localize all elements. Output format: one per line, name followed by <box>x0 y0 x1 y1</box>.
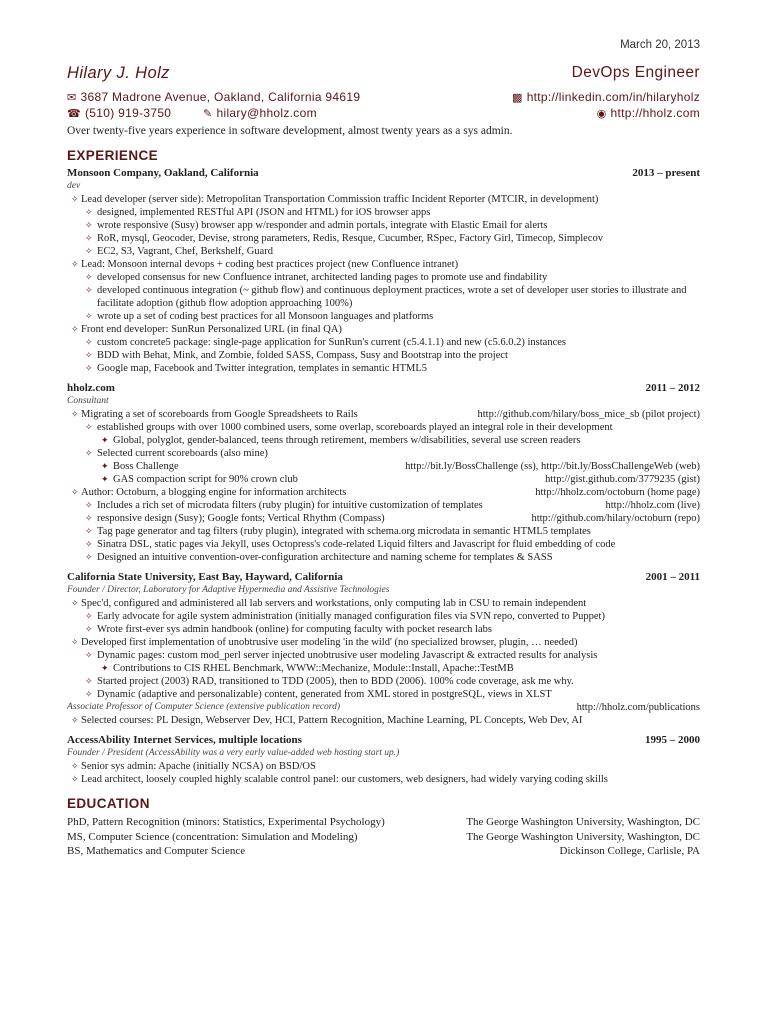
bullet-link[interactable]: http://github.com/hilary/boss_mice_sb (pilot project) <box>477 409 700 420</box>
job-header <box>67 570 700 584</box>
target-job-title: DevOps Engineer <box>571 64 700 81</box>
envelope-icon: ✉ <box>67 92 77 104</box>
star-bullet-icon: ✦ <box>101 663 109 673</box>
job-entry <box>67 733 700 786</box>
bullet-text: Author: Octoburn, a blogging engine for information architects <box>81 487 347 498</box>
diamond-bullet-icon: ✧ <box>85 311 93 321</box>
bullet-list <box>99 662 700 675</box>
bullet-item <box>83 499 700 512</box>
bullet-text: Dynamic (adaptive and personalizable) content, generated from XML stored in postgreSQL, views in XLST <box>97 689 552 700</box>
bullet-text: Senior sys admin: Apache (initially NCSA) on BSD/OS <box>81 761 316 772</box>
star-bullet-icon: ✦ <box>101 474 109 484</box>
bullet-item <box>83 336 700 349</box>
job-dates: 2001 – 2011 <box>645 571 700 583</box>
star-bullet-icon: ✦ <box>101 461 109 471</box>
bullet-item <box>99 434 700 447</box>
bullet-list <box>83 271 700 323</box>
job-dates: 2013 – present <box>632 167 700 179</box>
diamond-bullet-icon: ✧ <box>85 207 93 217</box>
bullet-item <box>83 421 700 447</box>
bullet-row <box>81 486 700 499</box>
diamond-bullet-icon: ✧ <box>85 448 93 458</box>
bullet-item <box>67 714 700 727</box>
bullet-item <box>99 473 700 486</box>
contact-address <box>67 90 360 104</box>
job-entry <box>67 166 700 375</box>
bullet-text: Global, polyglot, gender-balanced, teens through retirement, members w/disabilities, several use screen readers <box>113 435 581 446</box>
bullet-text: Includes a rich set of microdata filters (ruby plugin) for intuitive customization of templates <box>97 500 483 511</box>
phone-text: (510) 919-3750 <box>85 106 172 120</box>
bullet-link[interactable]: http://hholz.com/octoburn (home page) <box>535 487 700 498</box>
bullet-item <box>83 610 700 623</box>
diamond-bullet-icon: ✧ <box>71 637 79 647</box>
document-date: March 20, 2013 <box>620 39 700 51</box>
bullet-text: Lead architect, loosely coupled highly scalable control panel: our customers, web designers, had widely varying coding skills <box>81 774 608 785</box>
diamond-bullet-icon: ✧ <box>85 500 93 510</box>
bullet-row <box>97 499 700 512</box>
bullet-list <box>67 714 700 727</box>
bullet-text: EC2, S3, Vagrant, Chef, Berkshelf, Guard <box>97 246 273 257</box>
address-text: 3687 Madrone Avenue, Oakland, California 94619 <box>80 90 361 104</box>
diamond-bullet-icon: ✧ <box>85 272 93 282</box>
bullet-item <box>83 362 700 375</box>
bullet-item <box>67 408 700 486</box>
education-degree: PhD, Pattern Recognition (minors: Statistics, Experimental Psychology) <box>67 816 385 828</box>
job-role: Founder / Director, Laboratory for Adaptive Hypermedia and Assistive Technologies <box>67 585 390 595</box>
bullet-item <box>83 206 700 219</box>
diamond-bullet-icon: ✧ <box>85 285 93 295</box>
candidate-name: Hilary J. Holz <box>67 64 170 82</box>
diamond-bullet-icon: ✧ <box>85 624 93 634</box>
resume-body <box>67 148 700 859</box>
bullet-text: Front end developer: SunRun Personalized URL (in final QA) <box>81 324 342 335</box>
bullet-list <box>67 408 700 564</box>
bullet-list <box>83 610 700 636</box>
bullet-text: Boss Challenge <box>113 461 179 472</box>
bullet-item <box>83 675 700 688</box>
education-list <box>67 815 700 859</box>
diamond-bullet-icon: ✧ <box>85 220 93 230</box>
bullet-item <box>67 636 700 701</box>
diamond-bullet-icon: ✧ <box>85 650 93 660</box>
bullet-text: developed continuous integration (~ github flow) and continuous deployment practices, wrote a set of developer user stories to illustrate and facilitate adoption (github flow adoption approaching 100%) <box>97 285 687 309</box>
job-header <box>67 381 700 395</box>
bullet-text: RoR, mysql, Geocoder, Devise, strong parameters, Redis, Resque, Cucumber, RSpec, Factory Girl, Timecop, Simplecov <box>97 233 603 244</box>
bullet-item <box>83 232 700 245</box>
bullet-text: wrote responsive (Susy) browser app w/responder and admin portals, integrate with Elastic Email for alerts <box>97 220 548 231</box>
bullet-item <box>83 551 700 564</box>
diamond-bullet-icon: ✧ <box>85 363 93 373</box>
education-row <box>67 815 700 830</box>
pencil-icon: ✎ <box>203 108 213 120</box>
job-company: AccessAbility Internet Services, multiple locations <box>67 734 302 746</box>
bullet-row <box>97 512 700 525</box>
job-dates: 1995 – 2000 <box>645 734 700 746</box>
bullet-list <box>83 649 700 701</box>
diamond-bullet-icon: ✧ <box>71 774 79 784</box>
linkedin-link[interactable]: http://linkedin.com/in/hilaryholz <box>526 90 700 104</box>
bullet-text: BDD with Behat, Mink, and Zombie, folded SASS, Compass, Susy and Bootstrap into the project <box>97 350 508 361</box>
bullet-item <box>83 447 700 486</box>
bullet-text: designed, implemented RESTful API (JSON and HTML) for iOS browser apps <box>97 207 431 218</box>
bullet-list <box>67 597 700 701</box>
diamond-bullet-icon: ✧ <box>85 422 93 432</box>
bullet-text: GAS compaction script for 90% crown club <box>113 474 298 485</box>
bullet-list <box>67 193 700 375</box>
phone-icon: ☎ <box>67 108 82 120</box>
bullet-item <box>67 773 700 786</box>
bullet-row <box>81 408 700 421</box>
job-header <box>67 166 700 180</box>
bullet-text: developed consensus for new Confluence intranet, architected landing pages to promote use and findability <box>97 272 548 283</box>
bullet-list <box>99 434 700 447</box>
contact-website[interactable] <box>597 106 700 120</box>
bullet-text: Migrating a set of scoreboards from Google Spreadsheets to Rails <box>81 409 358 420</box>
job-company: California State University, East Bay, Hayward, California <box>67 571 343 583</box>
experience-heading: EXPERIENCE <box>67 148 159 163</box>
diamond-bullet-icon: ✧ <box>71 487 79 497</box>
job-role: Consultant <box>67 396 109 406</box>
diamond-bullet-icon: ✧ <box>85 526 93 536</box>
bullet-item <box>67 486 700 564</box>
bullet-item <box>83 688 700 701</box>
diamond-bullet-icon: ✧ <box>85 539 93 549</box>
diamond-bullet-icon: ✧ <box>85 337 93 347</box>
education-school: The George Washington University, Washington, DC <box>466 830 700 843</box>
education-row <box>67 844 700 859</box>
diamond-bullet-icon: ✧ <box>85 689 93 699</box>
bullet-text: Contributions to CIS RHEL Benchmark, WWW::Mechanize, Module::Install, Apache::TestMB <box>113 663 514 674</box>
bullet-item <box>83 219 700 232</box>
bullet-text: Tag page generator and tag filters (ruby plugin), integrated with schema.org microdata in semantic HTML5 templates <box>97 526 591 537</box>
bullet-text: responsive design (Susy); Google fonts; Vertical Rhythm (Compass) <box>97 513 385 524</box>
bullet-item <box>83 512 700 525</box>
bullet-item <box>83 271 700 284</box>
diamond-bullet-icon: ✧ <box>85 552 93 562</box>
diamond-bullet-icon: ✧ <box>85 350 93 360</box>
globe-icon: ◉ <box>596 108 607 120</box>
education-degree: BS, Mathematics and Computer Science <box>67 845 246 857</box>
job-role-secondary <box>67 701 700 714</box>
bullet-link[interactable]: http://gist.github.com/3779235 (gist) <box>545 474 700 485</box>
email-link[interactable]: hilary@hholz.com <box>216 106 317 120</box>
bullet-link[interactable]: http://hholz.com (live) <box>605 500 700 511</box>
bullet-item <box>67 760 700 773</box>
job-role-text: Associate Professor of Computer Science (extensive publication record) <box>67 702 341 712</box>
bullet-list <box>67 760 700 786</box>
bullet-item <box>83 310 700 323</box>
diamond-bullet-icon: ✧ <box>71 715 79 725</box>
bullet-text: Selected courses: PL Design, Webserver Dev, HCI, Pattern Recognition, Machine Learning, PL Concepts, Web Dev, AI <box>81 715 583 726</box>
bullet-item <box>67 597 700 636</box>
contact-email[interactable] <box>203 106 317 120</box>
bullet-text: Dynamic pages: custom mod_perl server injected unobtrusive user modeling Javascript & extracted results for analysis <box>97 650 598 661</box>
bullet-link[interactable]: http://bit.ly/BossChallenge (ss), http://bit.ly/BossChallengeWeb (web) <box>405 461 700 472</box>
bullet-list <box>83 421 700 486</box>
bullet-item <box>67 323 700 375</box>
bullet-text: Google map, Facebook and Twitter integration, templates in semantic HTML5 <box>97 363 428 374</box>
bullet-item <box>83 649 700 675</box>
job-header <box>67 733 700 747</box>
bullet-text: Designed an intuitive convention-over-configuration architecture and naming scheme for templates & SASS <box>97 552 553 563</box>
education-school: The George Washington University, Washington, DC <box>466 816 700 828</box>
contact-phone <box>67 106 171 120</box>
bullet-item <box>67 258 700 323</box>
experience-list <box>67 166 700 786</box>
diamond-bullet-icon: ✧ <box>71 259 79 269</box>
job-role: Founder / President (AccessAbility was a very early value-added web hosting start up.) <box>67 748 400 758</box>
bullet-row <box>113 460 700 473</box>
bullet-text: Wrote first-ever sys admin handbook (online) for computing faculty with pocket research labs <box>97 624 492 635</box>
diamond-bullet-icon: ✧ <box>85 513 93 523</box>
diamond-bullet-icon: ✧ <box>71 598 79 608</box>
bullet-item <box>67 193 700 258</box>
bullet-text: Started project (2003) RAD, transitioned to TDD (2005), then to BDD (2006). 100% code coverage, ask me why. <box>97 676 574 687</box>
bullet-link[interactable]: http://github.com/hilary/octoburn (repo) <box>531 513 700 524</box>
bullet-item <box>83 538 700 551</box>
publications-link[interactable]: http://hholz.com/publications <box>576 702 700 713</box>
job-role: dev <box>67 181 81 191</box>
job-company: Monsoon Company, Oakland, California <box>67 167 259 179</box>
diamond-bullet-icon: ✧ <box>71 409 79 419</box>
bullet-item <box>83 623 700 636</box>
education-school: Dickinson College, Carlisle, PA <box>559 845 700 857</box>
bullet-text: Sinatra DSL, static pages via Jekyll, uses Octopress's code-related Liquid filters and Javascript for fluid embedding of code <box>97 539 616 550</box>
diamond-bullet-icon: ✧ <box>85 611 93 621</box>
diamond-bullet-icon: ✧ <box>85 676 93 686</box>
job-entry <box>67 381 700 564</box>
bullet-text: Selected current scoreboards (also mine) <box>97 448 268 459</box>
bullet-item <box>99 662 700 675</box>
bullet-item <box>99 460 700 473</box>
bullet-item <box>83 349 700 362</box>
diamond-bullet-icon: ✧ <box>71 324 79 334</box>
job-entry <box>67 570 700 727</box>
bullet-text: established groups with over 1000 combined users, some overlap, scoreboards played an integral role in their development <box>97 422 613 433</box>
education-degree: MS, Computer Science (concentration: Simulation and Modeling) <box>67 830 358 843</box>
education-row <box>67 830 700 845</box>
bullet-item <box>83 284 700 310</box>
star-bullet-icon: ✦ <box>101 435 109 445</box>
bullet-item <box>83 525 700 538</box>
job-company: hholz.com <box>67 382 115 394</box>
bullet-text: Lead developer (server side): Metropolitan Transportation Commission traffic Incident Reporter (MTCIR, in development) <box>81 194 599 205</box>
bullet-text: Developed first implementation of unobtrusive user modeling 'in the wild' (no specialized browser, plugin, … needed) <box>81 637 578 648</box>
summary: Over twenty-five years experience in software development, almost twenty years as a sys admin. <box>67 125 513 137</box>
education-heading: EDUCATION <box>67 796 150 811</box>
bullet-text: Early advocate for agile system administration (initially managed configuration files via SVN repo, converted to Puppet) <box>97 611 605 622</box>
bullet-item <box>83 245 700 258</box>
job-dates: 2011 – 2012 <box>645 382 700 394</box>
contact-linkedin[interactable] <box>512 90 700 104</box>
bullet-row <box>113 473 700 486</box>
bullet-list <box>99 460 700 486</box>
bullet-text: Spec'd, configured and administered all lab servers and workstations, only computing lab in CSU to remain independent <box>81 598 587 609</box>
bullet-text: Lead: Monsoon internal devops + coding best practices project (new Confluence intranet) <box>81 259 459 270</box>
bullet-list <box>83 499 700 564</box>
diamond-bullet-icon: ✧ <box>71 761 79 771</box>
diamond-bullet-icon: ✧ <box>71 194 79 204</box>
bullet-text: wrote up a set of coding best practices for all Monsoon languages and platforms <box>97 311 434 322</box>
bullet-list <box>83 336 700 375</box>
diamond-bullet-icon: ✧ <box>85 246 93 256</box>
diamond-bullet-icon: ✧ <box>85 233 93 243</box>
website-link[interactable]: http://hholz.com <box>610 106 700 120</box>
bullet-list <box>83 206 700 258</box>
bullet-text: custom concrete5 package: single-page application for SunRun's current (c5.4.1.1) and new (c5.6.0.2) instances <box>97 337 566 348</box>
linkedin-icon: ▩ <box>511 92 523 104</box>
